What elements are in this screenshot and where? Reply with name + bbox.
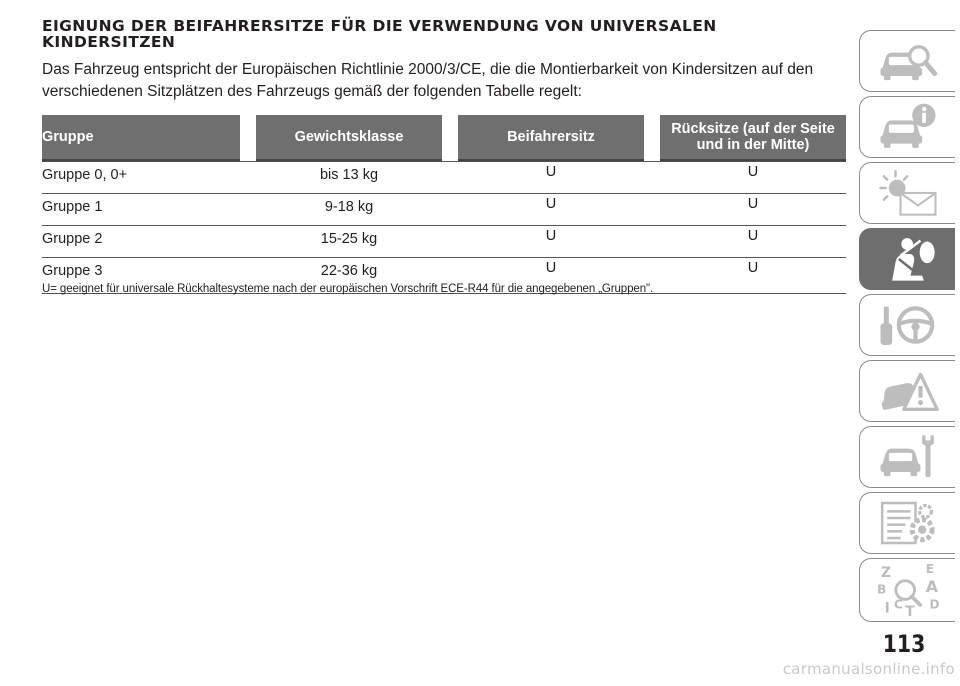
child-seat-table: [42, 115, 846, 294]
header-gruppe: Gruppe: [42, 115, 240, 161]
header-gewichtsklasse: Gewichtsklasse: [256, 115, 442, 161]
car-wrench-icon: [873, 432, 943, 482]
watermark: carmanualsonline.info: [782, 660, 955, 678]
airbag-seat-icon: [873, 234, 943, 284]
table-header-row: [42, 115, 846, 161]
tab-index[interactable]: [859, 558, 955, 622]
header-ruecksitze: Rücksitze (auf der Seite und in der Mitte): [660, 115, 846, 161]
index-letter: Z: [880, 564, 891, 581]
cell-ruecksitze: U: [660, 194, 846, 226]
cell-gruppe: Gruppe 3: [42, 258, 240, 294]
intro-paragraph: Das Fahrzeug entspricht der Europäischen Richtlinie 2000/3/CE, die die Montierbarkeit von Kindersitzen auf den verschiedenen Sitzplätzen des Fahrzeugs gemäß der folgenden Tabelle regelt:: [42, 61, 814, 100]
table-footnote: U= geeignet für universale Rückhaltesysteme nach der europäischen Vorschrift ECE-R44 für die angegebenen „Gruppen".: [42, 283, 654, 295]
index-letter: E: [925, 562, 934, 577]
index-letter: T: [904, 604, 915, 618]
tab-car-search[interactable]: [859, 30, 955, 92]
car-info-icon: [873, 102, 943, 152]
specs-list-gear-icon: [873, 498, 943, 548]
cell-gruppe: Gruppe 2: [42, 226, 240, 258]
table-row: [42, 161, 846, 194]
cell-ruecksitze: U: [660, 226, 846, 258]
section-heading: EIGNUNG DER BEIFAHRERSITZE FÜR DIE VERWENDUNG VON UNIVERSALEN KINDERSITZEN: [42, 17, 717, 51]
cell-gewicht: 15-25 kg: [256, 226, 442, 258]
index-letter: A: [925, 576, 938, 596]
car-search-icon: [873, 36, 943, 86]
index-letter: B: [876, 582, 886, 597]
index-letter: C: [893, 597, 903, 612]
tab-technical-specs[interactable]: [859, 492, 955, 554]
cell-beifahrersitz: U: [458, 161, 644, 194]
cell-beifahrersitz: U: [458, 194, 644, 226]
cell-gruppe: Gruppe 0, 0+: [42, 161, 240, 194]
key-steering-wheel-icon: [873, 300, 943, 350]
cell-beifahrersitz: U: [458, 226, 644, 258]
header-beifahrersitz: Beifahrersitz: [458, 115, 644, 161]
cell-gewicht: 22-36 kg: [256, 258, 442, 294]
tab-car-info[interactable]: [859, 96, 955, 158]
table-row: [42, 226, 846, 258]
car-warning-triangle-icon: [873, 366, 943, 416]
tab-maintenance[interactable]: [859, 426, 955, 488]
warning-light-envelope-icon: [873, 168, 943, 218]
tab-emergency[interactable]: [859, 360, 955, 422]
cell-beifahrersitz: U: [458, 258, 644, 294]
cell-gewicht: bis 13 kg: [256, 161, 442, 194]
cell-ruecksitze: U: [660, 258, 846, 294]
table-row: [42, 194, 846, 226]
alphabetical-index-icon: [871, 562, 945, 618]
tab-starting-driving[interactable]: [859, 294, 955, 356]
index-letter: I: [884, 600, 890, 617]
index-letter: D: [928, 597, 940, 612]
cell-ruecksitze: U: [660, 161, 846, 194]
tab-warning-lights[interactable]: [859, 162, 955, 224]
cell-gewicht: 9-18 kg: [256, 194, 442, 226]
page-number: 113: [882, 630, 926, 658]
tab-safety[interactable]: [859, 228, 955, 290]
cell-gruppe: Gruppe 1: [42, 194, 240, 226]
